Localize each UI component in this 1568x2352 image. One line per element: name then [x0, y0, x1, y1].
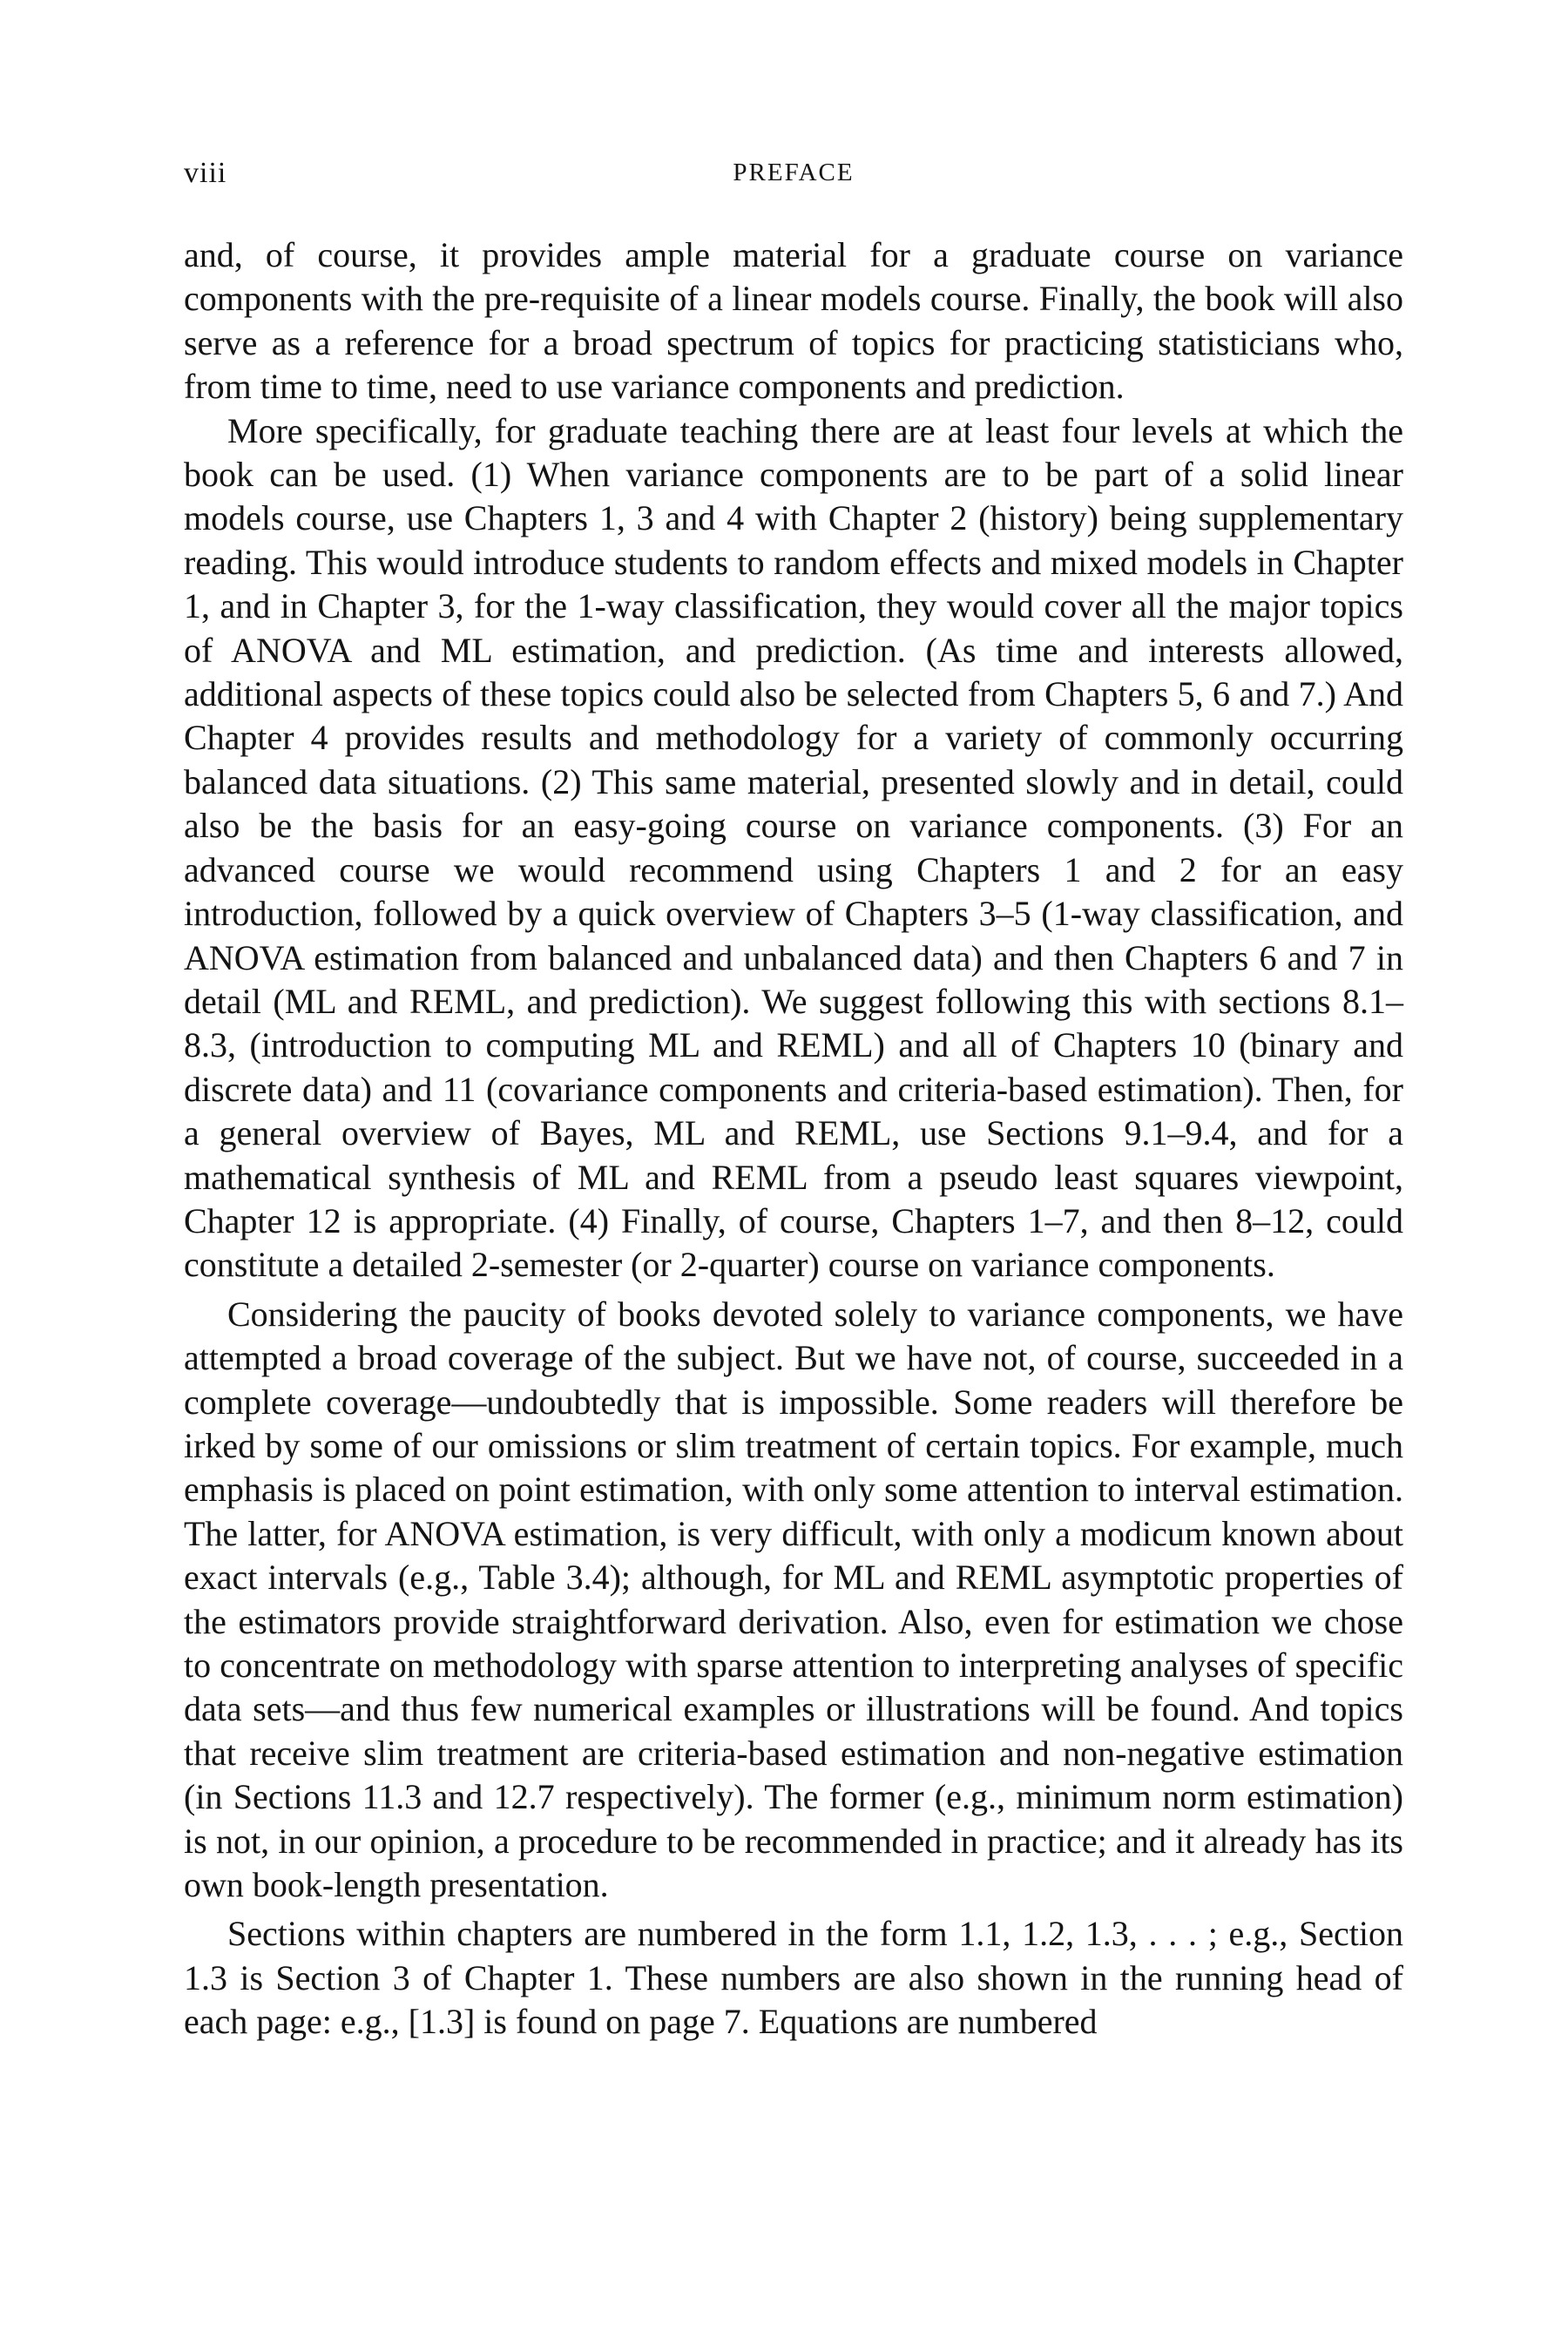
- paragraph-1: and, of course, it provides ample material for a graduate course on variance components with the pre-requisite of a linear models course. Finally, the book will also serve as a reference for a broad spectrum of topics for practicing statisticians who, from time to time, need to use variance components and prediction.: [184, 235, 1403, 407]
- running-head: [184, 157, 1403, 192]
- paragraph-2: More specifically, for graduate teaching there are at least four levels at which the book can be used. (1) When variance components are to be part of a solid linear models course, use Chapters 1, 3 and 4 with Chapter 2 (history) being supplementary reading. This would introduce students to random effects and mixed models in Chapter 1, and in Chapter 3, for the 1-way classification, they would cover all the major topics of ANOVA and ML estimation, and prediction. (As time and interests allowed, additional aspects of these topics could also be selected from Chapters 5, 6 and 7.) And Chapter 4 provides results and methodology for a variety of commonly occurring balanced data situations. (2) This same material, presented slowly and in detail, could also be the basis for an easy-going course on variance components. (3) For an advanced course we would recommend using Chapters 1 and 2 for an easy introduction, followed by a quick overview of Chapters 3–5 (1-way classification, and ANOVA estimation from balanced and unbalanced data) and then Chapters 6 and 7 in detail (ML and REML, and prediction). We suggest following this with sections 8.1–8.3, (introduction to computing ML and REML) and all of Chapters 10 (binary and discrete data) and 11 (covariance components and criteria-based estimation). Then, for a general overview of Bayes, ML and REML, use Sections 9.1–9.4, and for a mathematical synthesis of ML and REML from a pseudo least squares viewpoint, Chapter 12 is appropriate. (4) Finally, of course, Chapters 1–7, and then 8–12, could constitute a detailed 2-semester (or 2-quarter) course on variance components.: [184, 410, 1403, 1285]
- paragraph-3: Considering the paucity of books devoted solely to variance components, we have attempted a broad coverage of the subject. But we have not, of course, succeeded in a complete coverage—undoubtedly that is impossible. Some readers will therefore be irked by some of our omissions or slim treatment of certain topics. For example, much emphasis is placed on point estimation, with only some attention to interval estimation. The latter, for ANOVA estimation, is very difficult, with only a modicum known about exact intervals (e.g., Table 3.4); although, for ML and REML asymptotic properties of the estimators provide straightforward derivation. Also, even for estimation we chose to concentrate on methodology with sparse attention to interpreting analyses of specific data sets—and thus few numerical examples or illustrations will be found. And topics that receive slim treatment are criteria-based estimation and non-negative estimation (in Sections 11.3 and 12.7 respectively). The former (e.g., minimum norm estimation) is not, in our opinion, a procedure to be recommended in practice; and it already has its own book-length presentation.: [184, 1294, 1403, 1905]
- page-number: viii: [184, 157, 227, 189]
- running-head-title: PREFACE: [733, 159, 855, 186]
- paragraph-4: Sections within chapters are numbered in the form 1.1, 1.2, 1.3, . . . ; e.g., Section 1.3 is Section 3 of Chapter 1. These numbers are also shown in the running head of each page: e.g., [1.3] is found on page 7. Equations are numbered: [184, 1914, 1403, 2042]
- body-text: [184, 233, 1403, 2044]
